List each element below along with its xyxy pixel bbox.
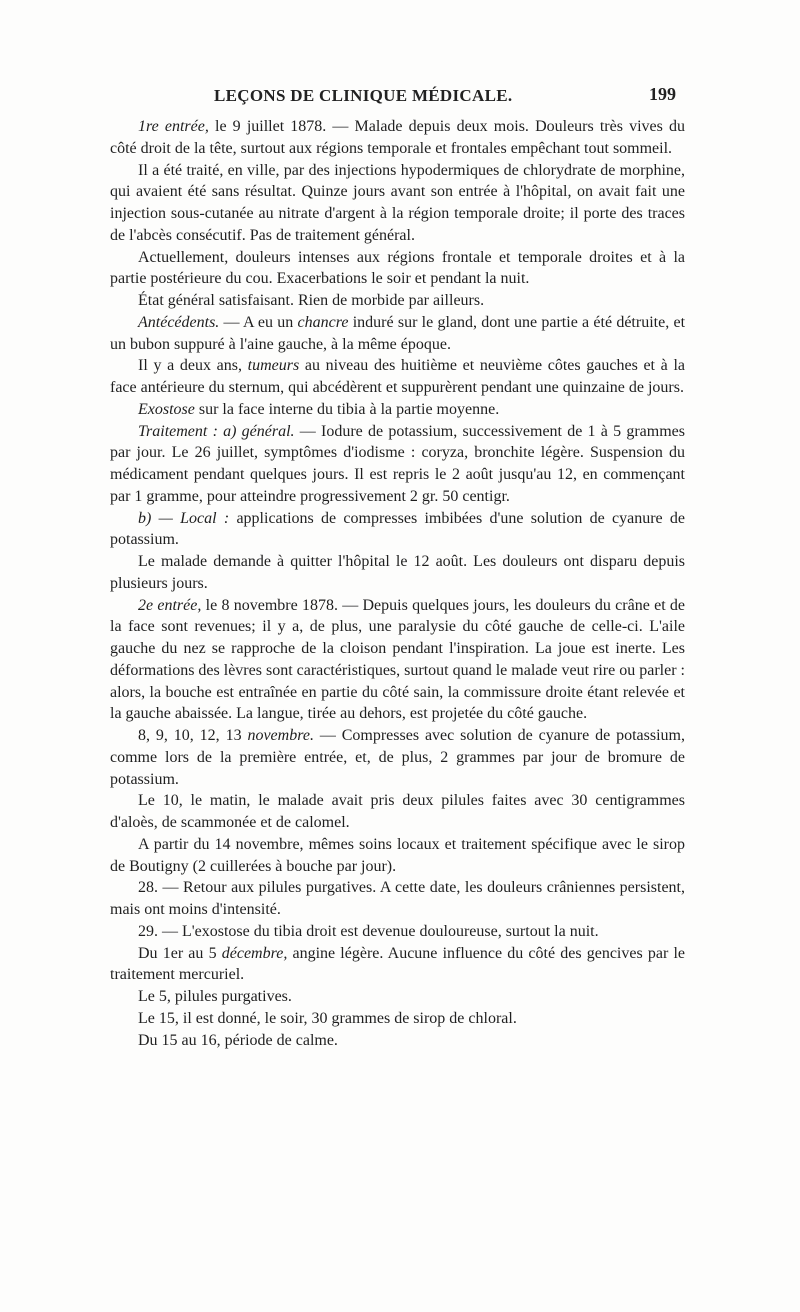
italic-run: Antécédents. <box>138 313 220 331</box>
paragraph <box>110 595 685 726</box>
text-run: 29. — L'exostose du tibia droit est devenue douloureuse, surtout la nuit. <box>138 922 599 940</box>
paragraph <box>110 943 685 987</box>
text-run: le 9 juillet 1878. — Malade depuis deux mois. Douleurs très vives du côté droit de la tête, surtout aux régions temporale et frontales empêchant tout sommeil. <box>110 118 686 157</box>
paragraph <box>110 355 685 399</box>
text-run: Le 10, le matin, le malade avait pris deux pilules faites avec 30 centigrammes d'aloès, de scammonée et de calomel. <box>110 792 685 831</box>
text-run: — A eu un <box>219 313 298 331</box>
paragraph <box>110 290 685 312</box>
paragraph <box>110 312 685 356</box>
text-run: — Iodure de potassium, successivement de 1 à 5 grammes par jour. Le 26 juillet, symptômes d'iodisme : coryza, bronchite légère. Suspension du médicament pendant quelques jours. Il est repris le 2 août jusqu'au 12, en commençant par 1 gramme, pour atteindre progressivement 2 gr. 50 centigr. <box>110 422 685 505</box>
paragraph <box>110 508 685 552</box>
italic-run: Exostose <box>138 400 195 418</box>
italic-run: chancre <box>297 313 349 331</box>
text-run: Il a été traité, en ville, par des injections hypodermiques de chlorydrate de morphine, qui avaient été sans résultat. Quinze jours avant son entrée à l'hôpital, on avait fait une injection sous-cutanée au nitrate d'argent à la région temporale droite; il porte des traces de l'abcès consécutif. Pas de traitement général. <box>110 161 685 244</box>
text-run: État général satisfaisant. Rien de morbide par ailleurs. <box>138 292 485 309</box>
paragraph <box>110 116 685 160</box>
paragraph <box>110 421 685 508</box>
paragraph <box>110 1030 685 1052</box>
text-run: Actuellement, douleurs intenses aux régions frontale et temporale droites et à la partie postérieure du cou. Exacerbations le soir et pendant la nuit. <box>110 248 685 288</box>
text-run: Le malade demande à quitter l'hôpital le 12 août. Les douleurs ont disparu depuis plusieurs jours. <box>110 553 685 592</box>
italic-run: décembre, <box>221 944 288 962</box>
paragraph <box>110 160 685 247</box>
text-run: applications de compresses imbibées d'une solution de cyanure de potassium. <box>110 509 685 549</box>
text-run: Le 15, il est donné, le soir, 30 grammes de sirop de chloral. <box>138 1009 517 1027</box>
paragraph <box>110 1008 685 1030</box>
text-run: Il y a deux ans, <box>138 357 248 375</box>
italic-run: Traitement : a) général. <box>138 422 295 440</box>
text-run: au niveau des huitième et neuvième côtes gauches et à la face antérieure du sternum, qui abcédèrent et suppurèrent pendant une quinzaine de jours. <box>110 357 685 396</box>
paragraph <box>110 399 685 421</box>
text-run: — Compresses avec solution de cyanure de potassium, comme lors de la première entrée, et, de plus, 2 grammes par jour de bromure de potassium. <box>110 727 685 788</box>
paragraph <box>110 725 685 790</box>
italic-run: 2e entrée, <box>138 596 202 614</box>
text-run: 8, 9, 10, 12, 13 <box>138 727 248 744</box>
text-run: induré sur le gland, dont une partie a été détruite, et un bubon suppuré à l'aine gauche, à la même époque. <box>110 313 686 353</box>
text-run: le 8 novembre 1878. — Depuis quelques jours, les douleurs du crâne et de la face sont revenues; il y a, de plus, une paralysie du côté gauche de celle-ci. L'aile gauche du nez se rapproche de la cloison pendant l'inspiration. La joue est inerte. Les déformations des lèvres sont caractéristiques, surtout quand le malade veut rire ou parler : alors, la bouche est entraînée en partie du côté sain, la commissure droite étant relevée et la gauche abaissée. La langue, tirée au dehors, est projetée du côté gauche. <box>110 596 686 723</box>
page-number: 199 <box>649 84 676 104</box>
text-run: A partir du 14 novembre, mêmes soins locaux et traitement spécifique avec le sirop de Boutigny (2 cuillerées à bouche par jour). <box>110 835 685 875</box>
paragraph <box>110 921 685 943</box>
paragraph <box>110 247 685 291</box>
page-header <box>214 86 676 110</box>
text-run: Du 15 au 16, période de calme. <box>138 1031 338 1049</box>
paragraph <box>110 986 685 1008</box>
text-run: angine légère. Aucune influence du côté des gencives par le traitement mercuriel. <box>110 944 685 984</box>
running-title: LEÇONS DE CLINIQUE MÉDICALE. <box>214 86 513 105</box>
text-run: sur la face interne du tibia à la partie moyenne. <box>194 400 500 418</box>
italic-run: novembre. <box>247 727 314 744</box>
italic-run: b) — Local : <box>138 509 230 527</box>
italic-run: 1re entrée, <box>138 118 209 135</box>
paragraph <box>110 877 685 921</box>
body-text <box>110 116 685 1051</box>
text-run: Du 1er au 5 <box>138 944 222 962</box>
paragraph <box>110 790 685 834</box>
paragraph <box>110 551 685 595</box>
paragraph <box>110 834 685 878</box>
text-run: Le 5, pilules purgatives. <box>138 988 292 1005</box>
italic-run: tumeurs <box>247 357 300 375</box>
text-run: 28. — Retour aux pilules purgatives. A cette date, les douleurs crâniennes persistent, mais ont moins d'intensité. <box>110 879 685 918</box>
